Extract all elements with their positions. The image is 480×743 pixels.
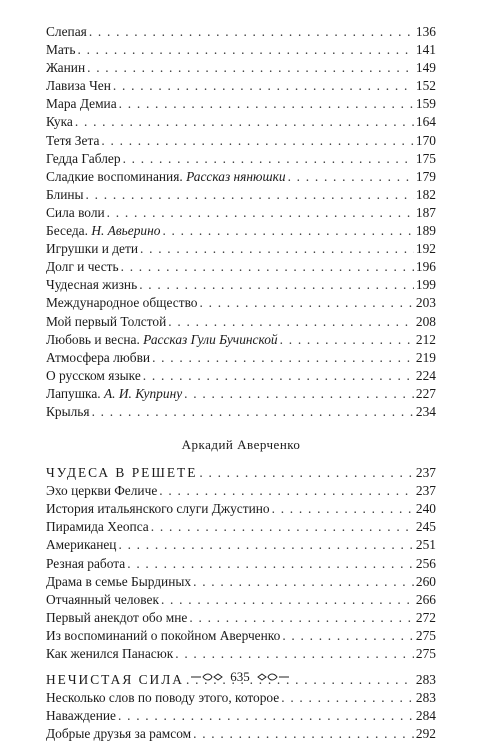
dot-leader (140, 240, 414, 258)
toc-entry-title-text: Из воспоминаний о покойном Аверченко (46, 627, 281, 643)
toc-entry (46, 573, 436, 591)
toc-entry (46, 113, 436, 131)
dot-leader (175, 645, 414, 663)
toc-entry-page: 164 (415, 114, 436, 130)
toc-entry-page: 149 (415, 60, 436, 76)
toc-entry-title-text: Атмосфера любви (46, 349, 151, 365)
toc-entry-title-text: Лапушка. (46, 385, 101, 401)
toc-entry (46, 609, 436, 627)
toc-entry-title (46, 707, 116, 725)
toc-entry-title (46, 186, 84, 204)
dot-leader (143, 367, 414, 385)
toc-entry-title (46, 113, 73, 131)
toc-entry-title-text: Несколько слов по поводу этого, которое (46, 690, 280, 706)
dot-leader (151, 518, 414, 536)
toc-entry-title (46, 150, 121, 168)
toc-entry (46, 482, 436, 500)
toc-entry-title-text: Драма в семье Бырдиных (46, 573, 192, 589)
toc-entry-title-text: Мать (46, 42, 76, 58)
toc-entry-title (46, 609, 187, 627)
toc-entry-title (46, 518, 149, 536)
toc-section-kaminskaya (46, 23, 436, 421)
toc-entry (46, 591, 436, 609)
toc-entry-title-text: Резная работа (46, 555, 126, 571)
dot-leader (281, 689, 414, 707)
toc-entry-title (46, 573, 191, 591)
toc-entry-title (46, 331, 278, 349)
toc-entry-subtitle: Рассказ Гули Бучинской (143, 331, 278, 347)
toc-entry (46, 518, 436, 536)
toc-entry-title (46, 403, 90, 421)
toc-entry-page: 266 (415, 591, 436, 607)
toc-entry (46, 707, 436, 725)
dot-leader (113, 77, 414, 95)
toc-entry-title-text: Международное общество (46, 295, 198, 311)
toc-entry-page: 292 (415, 726, 436, 742)
toc-entry (46, 349, 436, 367)
author-heading: Аркадий Аверченко (181, 437, 301, 453)
dot-leader (127, 555, 414, 573)
dot-leader (89, 23, 414, 41)
toc-entry-title (46, 59, 85, 77)
toc-entry-page: 208 (415, 313, 436, 329)
toc-entry-title-text: Первый анекдот обо мне (46, 609, 188, 625)
toc-entry (46, 294, 436, 312)
toc-entry-title-text: Мой первый Толстой (46, 313, 167, 329)
dot-leader (200, 294, 414, 312)
toc-entry-page: 175 (415, 150, 436, 166)
toc-entry (46, 500, 436, 518)
dot-leader (118, 536, 413, 554)
dot-leader (193, 573, 414, 591)
toc-entry (46, 23, 436, 41)
toc-entry-page: 189 (415, 223, 436, 239)
toc-entry-title (46, 95, 117, 113)
toc-entry-title (46, 23, 87, 41)
dot-leader (107, 204, 414, 222)
toc-entry-subtitle: Н. Авьерино (91, 223, 161, 239)
toc-entry (46, 41, 436, 59)
toc-entry-title (46, 591, 159, 609)
toc-entry-page: 219 (415, 349, 436, 365)
toc-entry-title-text: НЕЧИСТАЯ СИЛА (46, 672, 184, 688)
toc-entry (46, 186, 436, 204)
toc-entry-page: 203 (415, 295, 436, 311)
toc-entry-page: 141 (415, 42, 436, 58)
dot-leader (86, 186, 414, 204)
toc-entry-page: 227 (415, 385, 436, 401)
dot-leader (139, 276, 414, 294)
dot-leader (159, 482, 414, 500)
ornament-right-icon (256, 672, 290, 682)
toc-entry-page: 275 (415, 627, 436, 643)
dot-leader (189, 609, 414, 627)
toc-entry-title (46, 627, 280, 645)
toc-entry-page: 284 (415, 708, 436, 724)
toc-entry (46, 645, 436, 663)
toc-entry-title (46, 555, 125, 573)
toc-entry-page: 275 (415, 646, 436, 661)
toc-entry-subtitle: Рассказ нянюшки (186, 168, 286, 184)
page-number: 635 (230, 669, 250, 684)
toc-entry-title (46, 222, 160, 240)
toc-entry-page: 283 (415, 690, 436, 706)
dot-leader (75, 113, 414, 131)
toc-entry-title-text: Сила воли (46, 204, 105, 220)
toc-entry (46, 536, 436, 554)
toc-entry-title-text: Американец (46, 537, 117, 553)
toc-entry (46, 222, 436, 240)
toc-entry-title-text: Как женился Панасюк (46, 646, 174, 661)
dot-leader (288, 168, 414, 186)
toc-entry-title (46, 500, 270, 518)
toc-entry-title-text: История итальянского слуги Джустино (46, 501, 270, 517)
toc-entry-page: 199 (415, 277, 436, 293)
dot-leader (77, 41, 413, 59)
toc-entry-page: 196 (415, 259, 436, 275)
toc-entry-page: 251 (415, 537, 436, 553)
toc-entry-title-text: Любовь и весна. (46, 331, 140, 347)
toc-entry-title (46, 132, 99, 150)
toc-entry-title (46, 240, 138, 258)
toc-entry-title (46, 204, 105, 222)
toc-entry-title-text: Игрушки и дети (46, 241, 138, 257)
dot-leader (280, 331, 414, 349)
toc-entry (46, 403, 436, 421)
toc-entry (46, 150, 436, 168)
toc-entry-title-text: Жанин (46, 60, 86, 76)
toc-entry-title-text: О русском языке (46, 367, 141, 383)
toc-entry-page: 170 (415, 132, 436, 148)
toc-entry-title (46, 168, 286, 186)
toc-entry-page: 256 (415, 555, 436, 571)
dot-leader (168, 313, 414, 331)
toc-entry (46, 313, 436, 331)
toc-entry-page: 212 (415, 331, 436, 347)
dot-leader (101, 132, 414, 150)
toc-entry-page: 179 (415, 168, 436, 184)
toc-entry-page: 272 (415, 609, 436, 625)
toc-entry-title (46, 385, 182, 403)
toc-entry-title-text: Отчаянный человек (46, 591, 159, 607)
toc-entry-title-text: Крылья (46, 403, 90, 419)
dot-leader (152, 349, 414, 367)
toc-entry-title-text: Кука (46, 114, 73, 130)
toc-entry-page: 260 (415, 573, 436, 589)
toc-entry (46, 77, 436, 95)
toc-entry (46, 555, 436, 573)
toc-entry-title-text: Тетя Зета (46, 132, 100, 148)
toc-entry-title-text: Беседа. (46, 223, 88, 239)
toc-entry-page: 237 (415, 483, 436, 499)
dot-leader (272, 500, 414, 518)
toc-entry-title-text: Сладкие воспоминания. (46, 168, 183, 184)
toc-entry (46, 59, 436, 77)
dot-leader (199, 464, 414, 482)
toc-entry (46, 276, 436, 294)
toc-entry-title-text: Мара Демиа (46, 96, 117, 112)
toc-entry-subtitle: А. И. Куприну (103, 385, 183, 401)
toc-entry-title (46, 464, 197, 482)
toc-entry-title (46, 276, 137, 294)
toc-entry (46, 204, 436, 222)
toc-section-chudesa (46, 464, 436, 663)
dot-leader (118, 707, 414, 725)
toc-entry-title-text: Блины (46, 186, 84, 202)
toc-entry-title (46, 41, 75, 59)
toc-entry-title (46, 482, 157, 500)
toc-entry-page: 152 (415, 78, 436, 94)
toc-entry-page: 136 (415, 24, 436, 39)
dot-leader (193, 725, 414, 743)
page-footer (0, 669, 480, 688)
toc-entry (46, 132, 436, 150)
toc-entry-title (46, 77, 111, 95)
dot-leader (184, 385, 414, 403)
toc-entry-title (46, 689, 279, 707)
toc-entry-page: 237 (415, 465, 436, 481)
toc-entry-page: 283 (415, 672, 436, 688)
toc-entry (46, 258, 436, 276)
toc-entry-title-text: Гедда Габлер (46, 150, 121, 166)
dot-leader (92, 403, 414, 421)
toc-entry-page: 224 (415, 367, 436, 383)
toc-entry (46, 168, 436, 186)
toc-entry (46, 725, 436, 743)
dot-leader (282, 627, 414, 645)
toc-entry-title (46, 349, 150, 367)
toc-entry-title-text: Лавиза Чен (46, 78, 111, 94)
toc-entry (46, 689, 436, 707)
toc-entry-title (46, 367, 141, 385)
dot-leader (162, 222, 413, 240)
toc-entry-title-text: Пирамида Хеопса (46, 519, 149, 535)
toc-entry-title (46, 313, 166, 331)
toc-entry-page: 182 (415, 186, 436, 202)
toc-entry-page: 192 (415, 241, 436, 257)
toc-entry (46, 367, 436, 385)
toc-entry (46, 627, 436, 645)
toc-entry-page: 245 (415, 519, 436, 535)
toc-entry-page: 240 (415, 501, 436, 517)
toc-entry-title-text: Эхо церкви Феличе (46, 483, 158, 499)
toc-entry-page: 234 (415, 403, 436, 419)
toc-entry (46, 240, 436, 258)
ornament-left-icon (190, 672, 224, 682)
toc-entry-title (46, 536, 116, 554)
toc-entry-title (46, 725, 191, 743)
dot-leader (121, 258, 414, 276)
toc-entry-title-text: ЧУДЕСА В РЕШЕТЕ (46, 465, 198, 481)
toc-entry-page: 159 (415, 96, 436, 112)
dot-leader (87, 59, 414, 77)
toc-entry-title (46, 645, 173, 663)
toc-entry-title (46, 294, 198, 312)
toc-entry-title-text: Добрые друзья за рамсом (46, 726, 192, 742)
toc-entry (46, 331, 436, 349)
dot-leader (119, 95, 414, 113)
toc-entry-title-text: Долг и честь (46, 259, 119, 275)
dot-leader (161, 591, 414, 609)
dot-leader (123, 150, 414, 168)
toc-entry-title (46, 258, 119, 276)
toc-entry (46, 95, 436, 113)
toc-entry (46, 464, 436, 482)
toc-entry (46, 385, 436, 403)
toc-entry-title-text: Чудесная жизнь (46, 277, 138, 293)
toc-entry-title-text: Слепая (46, 24, 87, 39)
toc-entry-title-text: Наваждение (46, 708, 116, 724)
toc-entry-page: 187 (415, 204, 436, 220)
